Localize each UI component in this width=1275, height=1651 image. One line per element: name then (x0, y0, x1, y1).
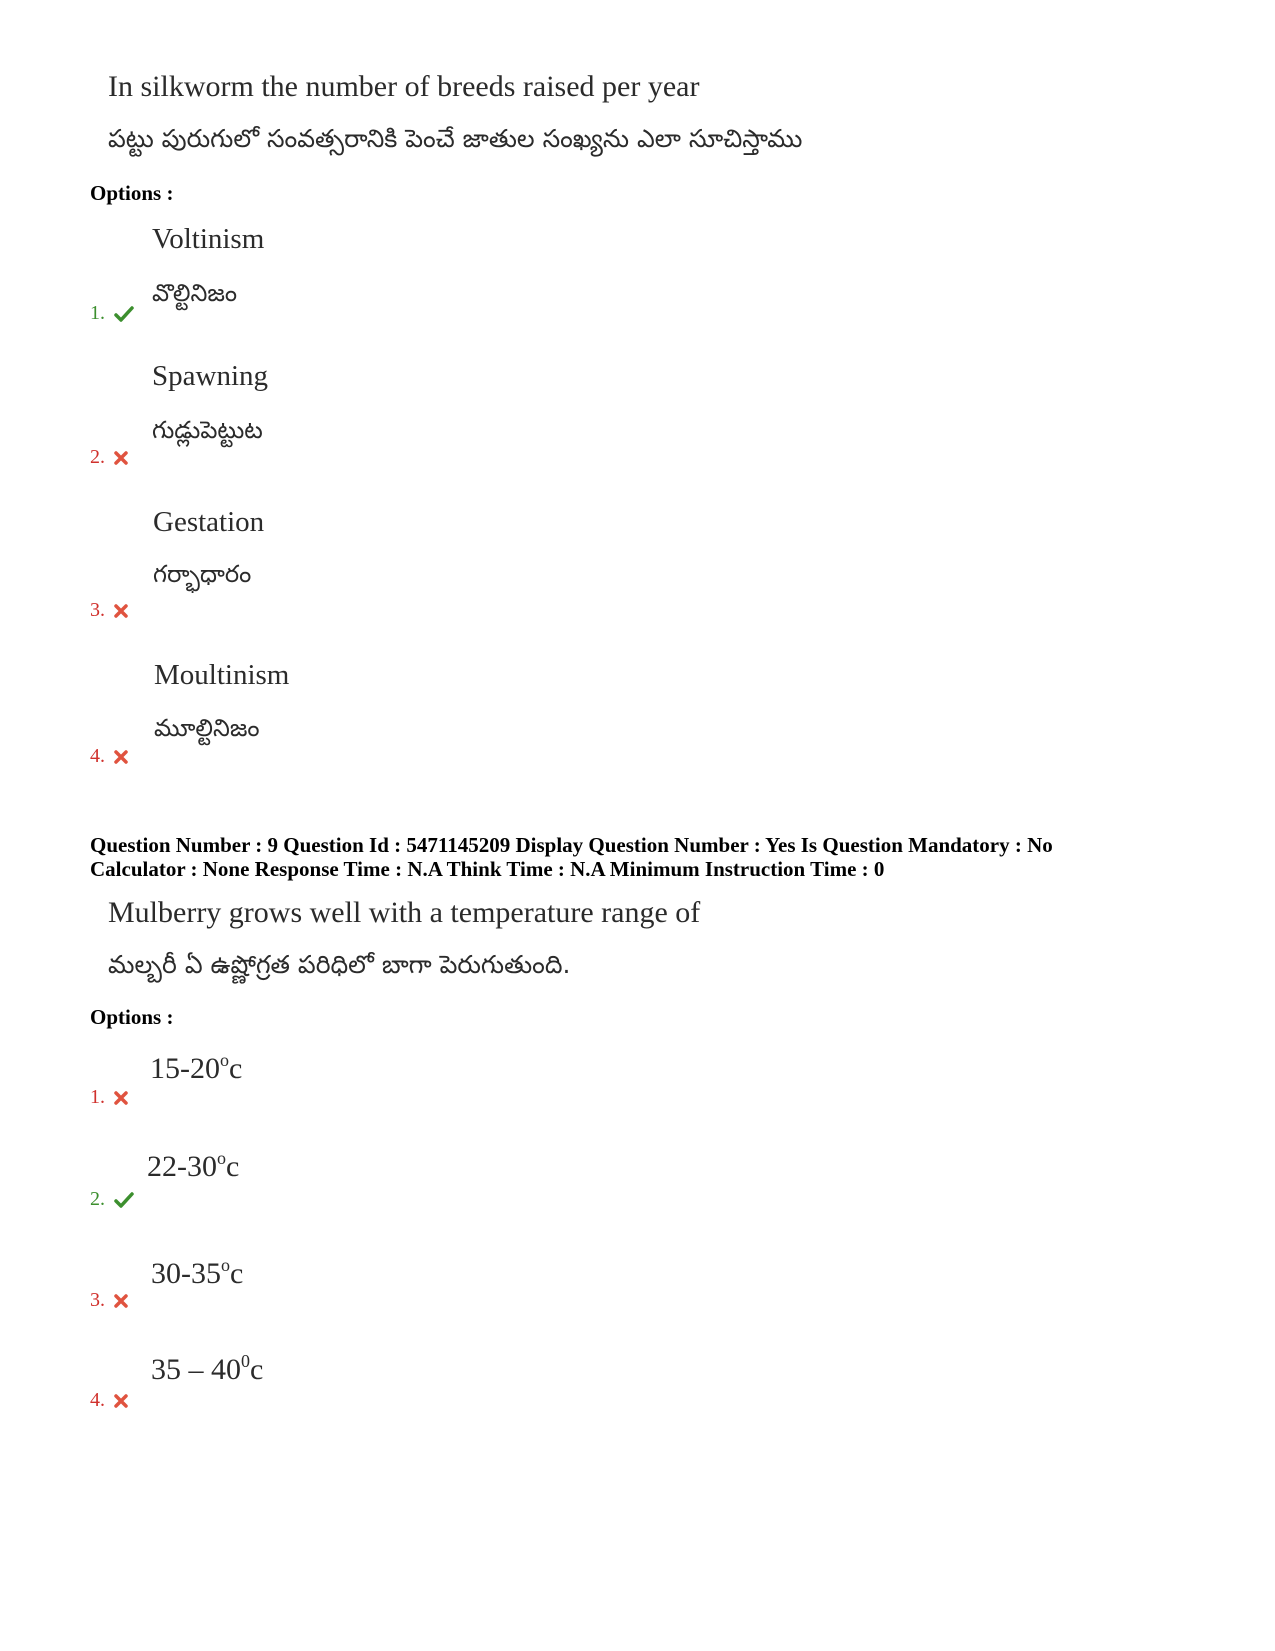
option-number-label: 4. (90, 745, 105, 767)
unit-suffix: c (229, 1052, 243, 1085)
options-label: Options : (90, 1005, 174, 1029)
degree-sup: 0 (241, 1351, 250, 1371)
option-number (90, 302, 134, 325)
cross-mark-icon (114, 1294, 128, 1308)
degree-sup: o (220, 1050, 229, 1070)
question-meta-line-2: Calculator : None Response Time : N.A Think Time : N.A Minimum Instruction Time : 0 (90, 857, 885, 881)
option-text-en: Spawning (152, 360, 268, 392)
cross-mark-icon (114, 1394, 128, 1408)
option-number-label: 3. (90, 599, 105, 621)
option-text-te: గుడ్లుపెట్టుట (152, 416, 263, 444)
option-number (90, 1389, 128, 1412)
question-text-en: Mulberry grows well with a temperature range of (108, 896, 701, 929)
option-number (90, 1086, 128, 1109)
options-label: Options : (90, 181, 174, 205)
cross-mark-icon (114, 604, 128, 618)
question-text-te: మల్బరీ ఏ ఉష్ణోగ్రత పరిధిలో బాగా పెరుగుతుంది. (108, 950, 571, 979)
option-number (90, 1289, 128, 1312)
option-number-label: 3. (90, 1289, 105, 1311)
check-mark-icon (114, 306, 134, 322)
question-meta-line-1: Question Number : 9 Question Id : 5471145209 Display Question Number : Yes Is Question Mandatory : No (90, 833, 1053, 857)
unit-suffix: c (250, 1353, 264, 1386)
option-text-te: వొల్టినిజం (152, 279, 238, 307)
question-text-en: In silkworm the number of breeds raised per year (108, 70, 700, 103)
cross-mark-icon (114, 451, 128, 465)
option-value: 30-35 (151, 1257, 221, 1290)
option-text (150, 1050, 242, 1086)
option-value: 22-30 (147, 1150, 217, 1183)
unit-suffix: c (230, 1257, 244, 1290)
option-number-label: 2. (90, 446, 105, 468)
option-text (151, 1255, 243, 1291)
option-text-en: Moultinism (154, 659, 290, 691)
option-number (90, 599, 128, 622)
unit-suffix: c (226, 1150, 240, 1183)
option-text-en: Voltinism (152, 223, 265, 255)
option-value: 15-20 (150, 1052, 220, 1085)
option-number-label: 4. (90, 1389, 105, 1411)
check-mark-icon (114, 1192, 134, 1208)
option-number (90, 1188, 134, 1211)
option-number (90, 745, 128, 768)
option-number-label: 1. (90, 302, 105, 324)
cross-mark-icon (114, 1091, 128, 1105)
option-number-label: 1. (90, 1086, 105, 1108)
degree-sup: o (221, 1255, 230, 1275)
option-text-te: మూల్టినిజం (154, 714, 260, 742)
question-text-te: పట్టు పురుగులో సంవత్సరానికి పెంచే జాతుల సంఖ్యను ఎలా సూచిస్తాము (108, 124, 803, 153)
cross-mark-icon (114, 750, 128, 764)
option-value: 35 – 40 (151, 1353, 241, 1386)
option-text-te: గర్భాధారం (153, 560, 252, 588)
option-text-en: Gestation (153, 506, 265, 538)
option-number-label: 2. (90, 1188, 105, 1210)
degree-sup: o (217, 1148, 226, 1168)
option-number (90, 446, 128, 469)
option-text (151, 1351, 263, 1387)
option-text (147, 1148, 239, 1184)
